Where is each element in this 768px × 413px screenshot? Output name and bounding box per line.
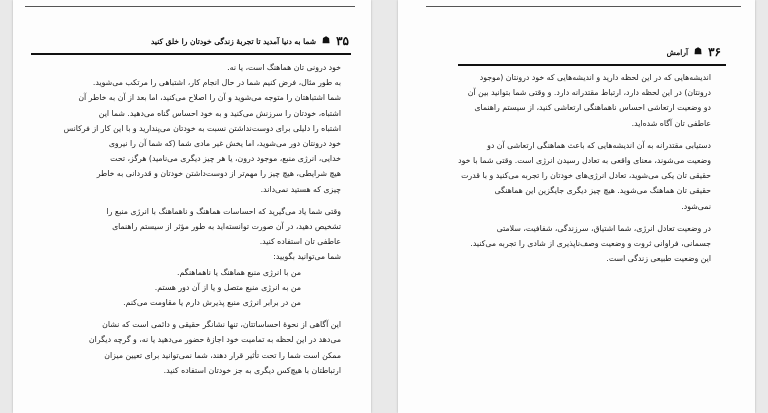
text-line: اشتباه، خودتان را سرزنش می‌کنید و به خود احساس گناه می‌دهید. شما این (98, 108, 341, 118)
header-rule (458, 64, 726, 66)
text-line: جسمانی، فراوانی ثروت و وضعیت وصف‌ناپذیری از شادی را تجربه می‌کنید. (470, 239, 711, 249)
text-line: عاطفی تان استفاده کنید. (259, 237, 341, 247)
text-line: دستیابی مقتدرانه به آن اندیشه‌هایی که باعث هماهنگی ارتعاشی آن دو (487, 140, 711, 150)
header-rule (31, 53, 351, 55)
text-line: درونتان) در این لحظه دارد، ارتباط مقتدرانه دارد. و وقتی شما بتوانید بین آن (467, 88, 711, 98)
text-line: ارتباطتان با هیچ‌کس دیگری به جز خودتان استفاده کنید. (163, 365, 341, 375)
paragraph-gap (41, 310, 341, 317)
text-line: خود درونی تان هماهنگ است، یا نه. (227, 63, 341, 72)
text-line: حقیقی تان هماهنگ می‌شوید. هیچ چیز دیگری جایگزین این هماهنگی (494, 186, 711, 196)
text-line: تشخیص دهید، در آن صورت توانسته‌اید به طور مؤثر از سیستم راهنمای (112, 222, 341, 232)
text-line: دو وضعیت ارتعاشی احساس ناهماهنگی ارتعاشی کنید، از سیستم راهنمای (474, 103, 711, 113)
left-book-page (13, 0, 371, 413)
text-line: اشتباه را دلیلی برای دوست‌نداشتن نسبت به خودتان می‌پندارید و با این کار از فرکانس (63, 123, 341, 133)
text-line: در وضعیت تعادل انرژی، شما اشتیاق، سرزندگی، شفافیت، سلامتی (496, 223, 711, 233)
paragraph-gap (41, 197, 341, 204)
running-title: شما به دنیا آمدید تا تجربهٔ زندگی خودتان را خلق کنید (151, 36, 317, 46)
running-title: آرامش (666, 47, 689, 57)
right-book-page (398, 0, 755, 413)
page-body (439, 70, 711, 266)
text-line: من با انرژی منبع هماهنگ یا ناهماهنگم. (176, 267, 301, 277)
paragraph-gap (439, 214, 711, 221)
page-header (667, 45, 721, 59)
page-header (151, 34, 349, 48)
text-line: چیزی که هستید نمی‌داند. (260, 184, 341, 194)
text-line: حقیقی تان یکی می‌شوید، تعادل انرژی‌های خودتان را تجربه می‌کنید و با قدرت (461, 171, 711, 181)
text-line: این آگاهی از نحوهٔ احساساتتان، تنها نشانگر حقیقی و دائمی است که نشان (102, 320, 341, 330)
text-line: وضعیت می‌شوند، معنای واقعی به تعادل رسیدن انرژی است. وقتی شما با خود (458, 156, 711, 166)
text-line: شما اشتباهتان را متوجه می‌شوید و آن را اصلاح می‌کنید، اما بعد از آن به خاطر آن (78, 93, 341, 103)
top-rule (25, 6, 355, 7)
text-line: من در برابر انرژی منبع پذیرش دارم یا مقاومت می‌کنم. (123, 298, 301, 308)
text-line: خود درونتان دور می‌شوید، اما یخش غیر مادی شما (که شما آن را نیروی (108, 139, 341, 149)
text-line: شما می‌توانید بگویید: (273, 252, 341, 262)
page-number: ۳۵ (336, 34, 349, 48)
text-line: می‌دهد در این لحظه به تمامیت خود اجازهٔ حضور می‌دهید یا نه، و گرچه دیگران (88, 335, 341, 345)
text-line: به طور مثال، فرض کنیم شما در حال انجام کار، اشتباهی را مرتکب می‌شوید. (92, 78, 341, 88)
text-line: این وضعیت طبیعی زندگی است. (606, 254, 711, 264)
ornament-icon: ☗ (694, 47, 703, 57)
page-number: ۳۶ (708, 45, 721, 59)
ornament-icon: ☗ (322, 36, 331, 46)
text-line: من به انرژی منبع متصل و یا از آن دور هستم. (154, 282, 301, 292)
text-line: خدایی، انرژی منبع، موجود درون، یا هر چیز دیگری می‌نامید) هرگز، تحت (110, 154, 341, 164)
text-line: اندیشه‌هایی که در این لحظه دارید و اندیشه‌هایی که خود درونتان (موجود (479, 73, 711, 82)
top-rule (426, 6, 741, 7)
paragraph-gap (439, 131, 711, 138)
text-line: هیچ شرایطی، هیچ چیز را مهم‌تر از دوست‌داشتن خودتان و قدردانی به خاطر (96, 169, 341, 179)
text-line: عاطفی تان آگاه شده‌اید. (631, 118, 711, 128)
text-line: وقتی شما یاد می‌گیرید که احساسات هماهنگ و ناهماهنگ با انرژی منبع را (106, 206, 341, 216)
text-line: ممکن است شما را تحت تأثیر قرار دهند، شما نمی‌توانید برای تعیین میزان (104, 350, 341, 360)
page-body (41, 60, 341, 378)
text-line: نمی‌شود. (681, 201, 711, 211)
